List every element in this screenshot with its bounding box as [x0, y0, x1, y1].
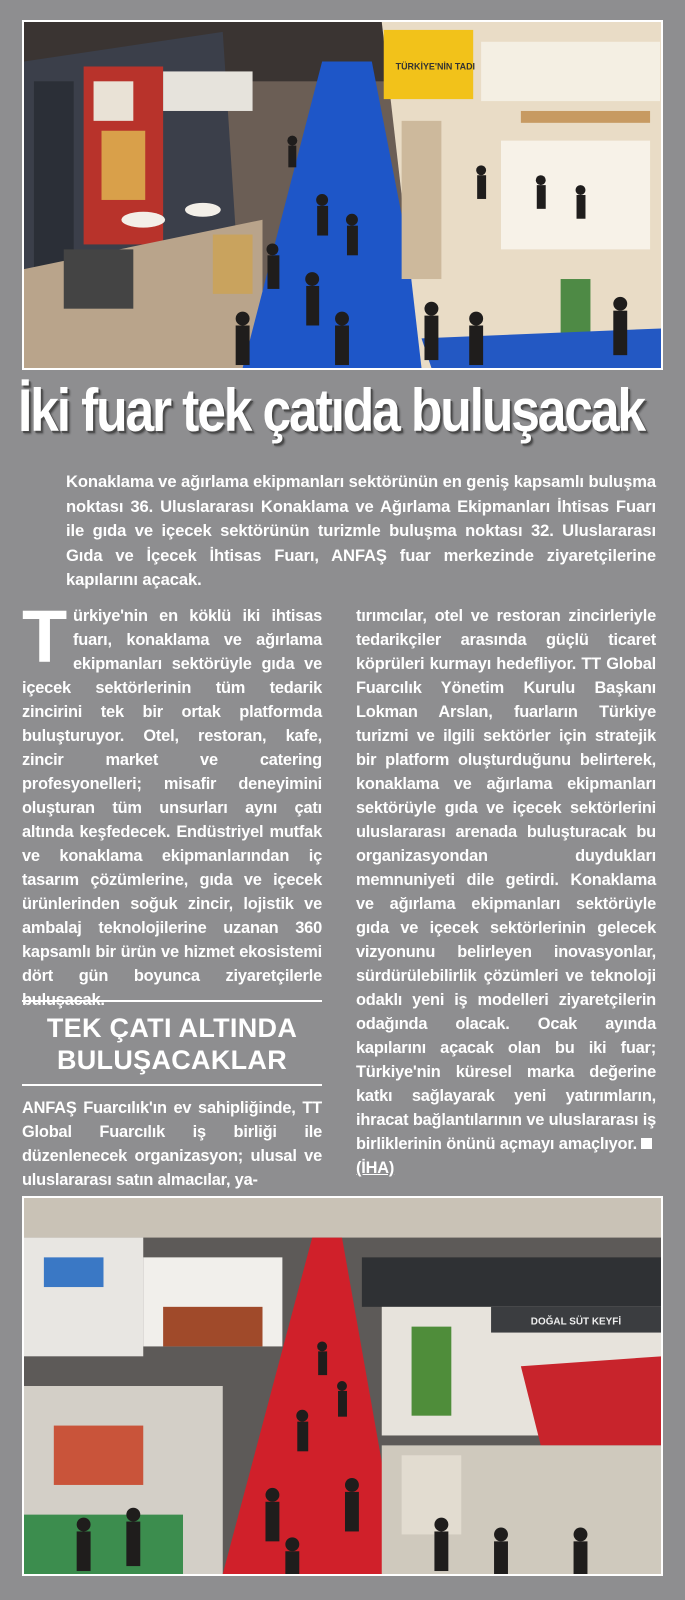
fair-photo-top — [22, 20, 663, 370]
subhead-box — [22, 1000, 322, 1086]
body-paragraph-1: ürkiye'nin en köklü iki ihtisas fuarı, konaklama ve ağırlama ekipmanları sektörüyle gıda ve içecek sektörlerinin tüm tedarik zincirini tek bir ortak platformda buluşturuyor. Otel, restoran, kafe, zincir market ve catering profesyonelleri; misafir deneyimini oluşturan tüm unsurları aynı çatı altında keşfedecek. Endüstriyel mutfak ve konaklama ekipmanlarından iç tasarım çözümlerine, gıda ve içecek ürünlerinden soğuk zincir, lojistik ve ambalaj teknolojilerine uzanan 360 kapsamlı bir ürün ve hizmet ekosistemi dört gün boyunca ziyaretçilerle buluşacak. — [22, 607, 322, 1009]
body-column-right — [356, 604, 656, 1180]
lead-paragraph: Konaklama ve ağırlama ekipmanları sektörünün en geniş kapsamlı buluşma noktası 36. Uluslararası Konaklama ve Ağırlama Ekipmanları İhtisas Fuarı ile gıda ve içecek sektörünün turizmle buluşma noktası 32. Uluslararası Gıda ve İçecek İhtisas Fuarı, ANFAŞ fuar merkezinde ziyaretçilerine kapılarını açacak. — [66, 472, 656, 589]
fair-photo-bottom-illustration — [24, 1198, 661, 1574]
body-column-left-continued — [22, 1096, 322, 1192]
news-agency-credit: (İHA) — [356, 1159, 395, 1177]
fair-photo-bottom — [22, 1196, 663, 1576]
subhead: TEK ÇATI ALTINDA BULUŞACAKLAR — [46, 1013, 298, 1075]
body-paragraph-2-end: tırımcılar, otel ve restoran zincirleriyle tedarikçiler arasında güçlü ticaret köprüleri kurmayı hedefliyor. TT Global Fuarcılık Yönetim Kurulu Başkanı Lokman Arslan, fuarların Türkiye turizmi ve ilgili sektörler için stratejik bir platform oluşturduğunu belirterek, konaklama ve ağırlama ekipmanları sektörüyle gıda ve içecek sektörlerini uluslararası arenada buluşturacak bu organizasyondan duydukları memnuniyeti dile getirdi. Konaklama ve ağırlama ekipmanları sektörüyle gıda ve içecek sektörlerinin gelecek vizyonunu belirleyen inovasyonlar, sürdürülebilirlik çözümleri ve teknoloji odaklı yeni iş modelleri ziyaretçilerin odağında olacak. Ocak ayında kapılarını açacak olan bu iki fuar; Türkiye'nin küresel marka değerine katkı sağlayarak yeni yatırımların, ihracat bağlantılarının ve uluslararası iş birliklerinin önünü açmayı amaçlıyor. — [356, 607, 656, 1153]
fair-photo-top-illustration — [24, 22, 661, 368]
top-sign-text: TÜRKİYE'NİN TADI — [395, 61, 476, 72]
drop-cap: T — [22, 595, 68, 678]
body-paragraph-2-start: ANFAŞ Fuarcılık'ın ev sahipliğinde, TT Global Fuarcılık iş birliği ile düzenlenecek organizasyon; ulusal ve uluslararası satın almacılar, ya- — [22, 1099, 322, 1189]
end-mark-icon — [641, 1138, 652, 1149]
body-column-left — [22, 595, 322, 1012]
bottom-sign-text: DOĞAL SÜT KEYFİ — [530, 1316, 622, 1328]
headline: İki fuar tek çatıda buluşacak — [18, 377, 644, 444]
